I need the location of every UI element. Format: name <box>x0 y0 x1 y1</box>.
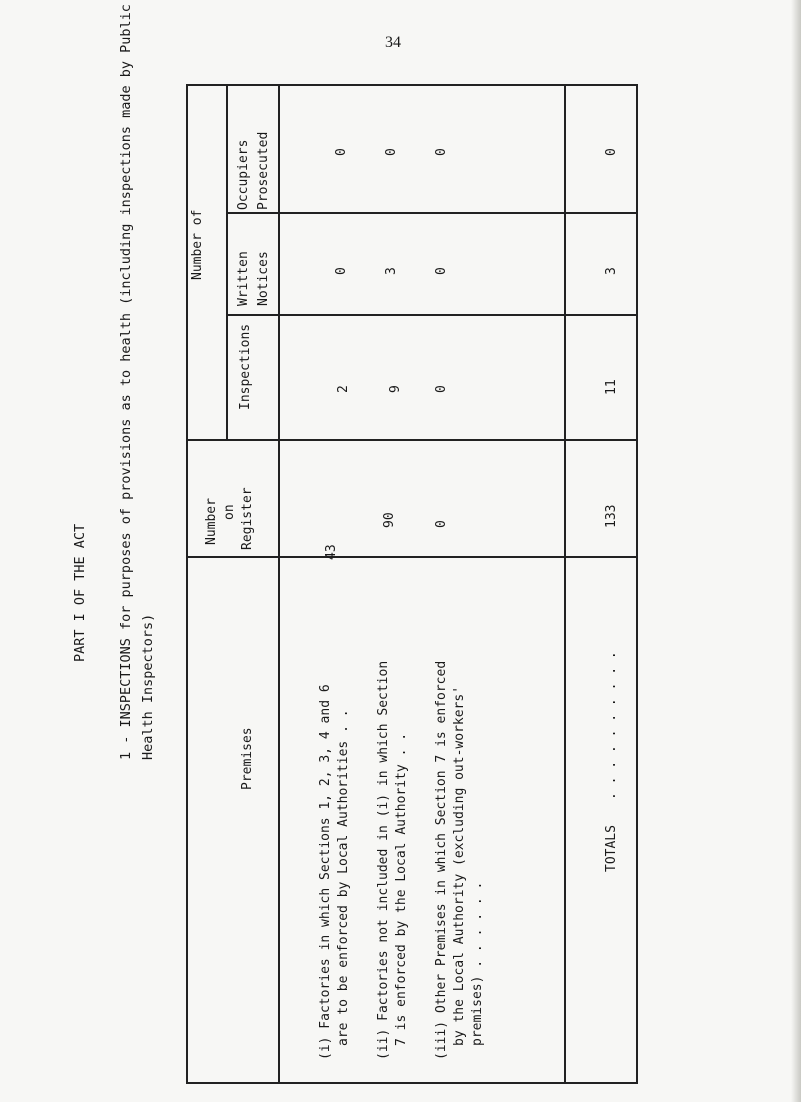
header-prosecuted: Prosecuted <box>256 131 271 210</box>
row-3-prosecuted: 0 <box>434 148 449 156</box>
header-on: on <box>222 504 237 520</box>
totals-dots: . . . . . . . . . . <box>604 651 619 800</box>
row-2-prosecuted: 0 <box>384 148 399 156</box>
totals-prosecuted: 0 <box>604 148 619 156</box>
row-1-premises-line-1: (i) Factories in which Sections 1, 2, 3, 4 and 6 <box>318 684 333 1060</box>
row-1-inspections: 2 <box>336 385 351 393</box>
caption-line-1: 1 - INSPECTIONS for purposes of provisions as to health (including inspections made by Public <box>118 4 134 760</box>
row-2-premises-line-1: (ii) Factories not included in (i) in which Section <box>376 660 391 1060</box>
header-number-of: Number of <box>190 209 205 280</box>
page-number: 34 <box>385 34 401 51</box>
row-2-inspections: 9 <box>388 385 403 393</box>
row-2-notices: 3 <box>384 267 399 275</box>
row-3-inspections: 0 <box>434 385 449 393</box>
row-3-register: 0 <box>434 520 449 528</box>
caption-line-2: Health Inspectors) <box>140 613 156 760</box>
header-written: Written <box>236 251 251 306</box>
page-edge-shadow <box>791 0 801 1102</box>
totals-label: TOTALS <box>604 825 619 872</box>
row-2-premises-line-2: 7 is enforced by the Local Authority . . <box>394 732 409 1046</box>
totals-inspections: 11 <box>604 379 619 395</box>
header-register: Register <box>240 487 255 550</box>
row-3-premises-line-3: premises) . . . . . . <box>470 881 485 1046</box>
header-notices: Notices <box>256 251 271 306</box>
header-premises: Premises <box>240 727 255 790</box>
row-1-notices: 0 <box>334 267 349 275</box>
row-1-premises-line-2: are to be enforced by Local Authorities . . <box>336 709 351 1046</box>
row-1-register: 43 <box>324 544 339 560</box>
header-number: Number <box>204 498 219 545</box>
totals-register: 133 <box>604 504 619 528</box>
row-1-prosecuted: 0 <box>334 148 349 156</box>
totals-notices: 3 <box>604 267 619 275</box>
header-inspections: Inspections <box>238 323 253 410</box>
header-occupiers: Occupiers <box>236 139 251 210</box>
part-title: PART I OF THE ACT <box>72 523 88 662</box>
row-3-notices: 0 <box>434 267 449 275</box>
row-2-register: 90 <box>382 512 397 528</box>
row-3-premises-line-1: (iii) Other Premises in which Section 7 is enforced <box>434 660 449 1060</box>
row-3-premises-line-2: by the Local Authority (excluding out-workers' <box>452 685 467 1046</box>
